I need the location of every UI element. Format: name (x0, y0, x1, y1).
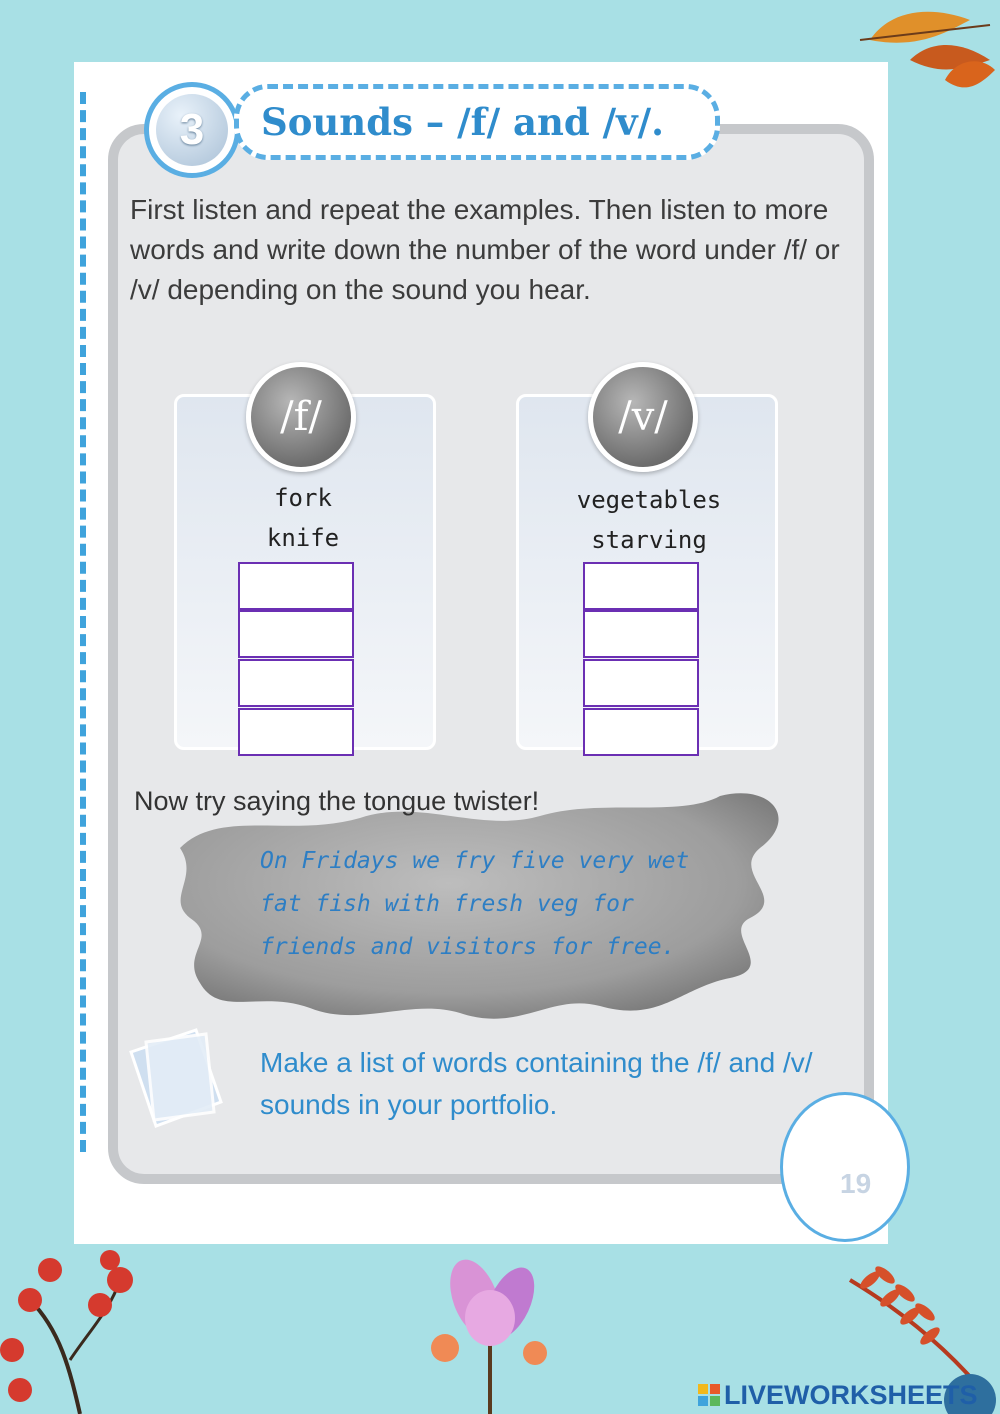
page-number: 19 (840, 1168, 872, 1199)
f-answer-box-2[interactable] (238, 610, 354, 658)
exercise-title: Sounds – /f/ and /v/. (261, 100, 665, 144)
v-example-word: vegetables (576, 486, 722, 514)
f-answer-box-4[interactable] (238, 708, 354, 756)
f-answer-box-3[interactable] (238, 659, 354, 707)
tongue-twister-intro: Now try saying the tongue twister! (134, 786, 540, 816)
exercise-number: 3 (156, 94, 228, 166)
tongue-twister-text: On Fridays we fry five very wet fat fish with fresh veg for friends and visitors for free. (260, 848, 690, 960)
instructions-text: First listen and repeat the examples. Then listen to more words and write down the number of the word under /f/ or /v/ depending on the sound you hear. (130, 194, 840, 305)
portfolio-folder-icon (126, 1022, 226, 1132)
f-example-word: knife (266, 524, 340, 552)
brand-name[interactable]: LIVEWORKSHEETS (724, 1380, 978, 1410)
page-border-dashed (80, 92, 86, 1152)
page-number-badge (780, 1092, 910, 1242)
v-answer-box-3[interactable] (583, 659, 699, 707)
v-answer-box-4[interactable] (583, 708, 699, 756)
exercise-number-badge (144, 82, 240, 178)
v-sound-label: /v/ (588, 362, 698, 472)
v-example-word: starving (591, 526, 707, 554)
f-example-word: fork (274, 484, 332, 512)
portfolio-instruction: Make a list of words containing the /f/ and /v/ sounds in your portfolio. (260, 1047, 813, 1120)
v-answer-box-2[interactable] (583, 610, 699, 658)
exercise-title-box (234, 84, 720, 160)
berry-branch-bottom-left (0, 1250, 150, 1414)
worksheet-page (74, 62, 888, 1244)
flower-bottom-center (420, 1258, 560, 1414)
liveworksheets-logo-icon (698, 1384, 720, 1406)
v-answer-box-1[interactable] (583, 562, 699, 610)
f-answer-box-1[interactable] (238, 562, 354, 610)
f-sound-label: /f/ (246, 362, 356, 472)
